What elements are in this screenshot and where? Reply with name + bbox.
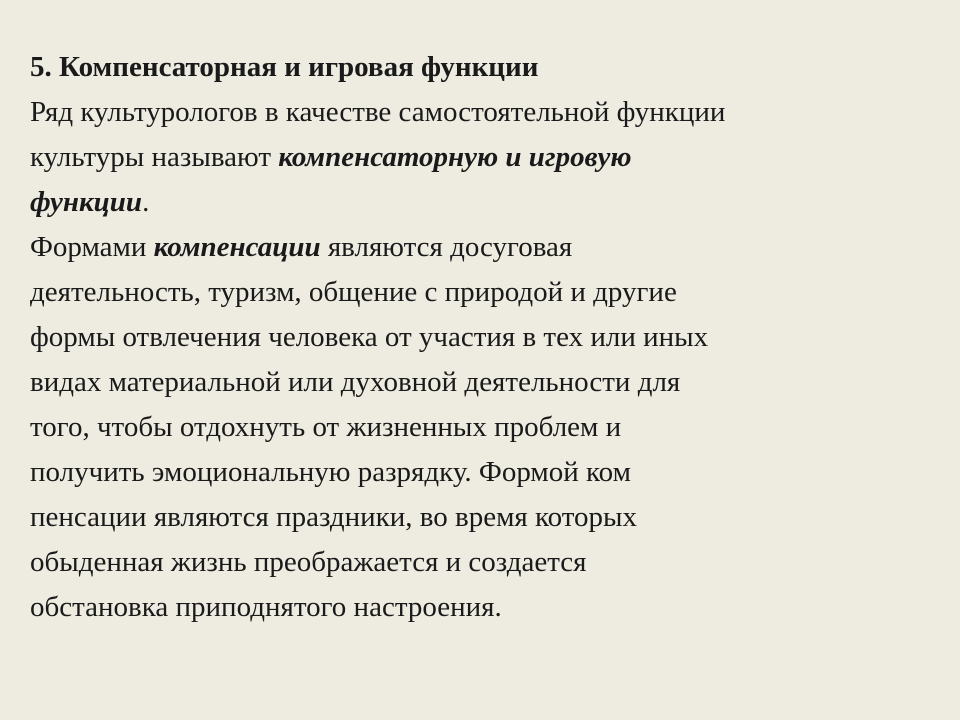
slide-text-body <box>30 45 940 630</box>
paragraph-1-line-2-text: культуры называют <box>30 141 279 173</box>
paragraph-2-line-2: деятельность, туризм, общение с природой и другие <box>30 276 677 308</box>
paragraph-2-line-1-prefix: Формами <box>30 231 154 263</box>
paragraph-2-line-3: формы отвлечения человека от участия в тех или иных <box>30 321 709 353</box>
paragraph-1-line-3 <box>30 180 940 225</box>
emphasis-functions: функции <box>30 186 143 218</box>
paragraph-2-line-6: получить эмоциональную разрядку. Формой ком <box>30 456 631 488</box>
paragraph-2-line-8: обыденная жизнь преображается и создается <box>30 546 587 578</box>
paragraph-2-line-4: видах материальной или духовной деятельности для <box>30 366 681 398</box>
paragraph-1-line-2 <box>30 135 940 180</box>
emphasis-compensation: компенсации <box>153 231 321 263</box>
paragraph-1-line-1: Ряд культурологов в качестве самостоятельной функции <box>30 96 726 128</box>
paragraph-1-line-3-punct: . <box>142 186 150 218</box>
paragraph-2-line-1 <box>30 225 940 270</box>
paragraph-2-line-7: пенсации являются праздники, во время которых <box>30 501 638 533</box>
paragraph-2-line-1-suffix: являются досуговая <box>320 231 573 263</box>
paragraph-2-line-5: того, чтобы отдохнуть от жизненных проблем и <box>30 411 622 443</box>
paragraph-2-line-9: обстановка приподнятого настроения. <box>30 591 502 623</box>
emphasis-compensatory-and-game: компенсаторную и игровую <box>278 141 632 173</box>
slide-heading: 5. Компенсаторная и игровая функции <box>30 51 539 83</box>
